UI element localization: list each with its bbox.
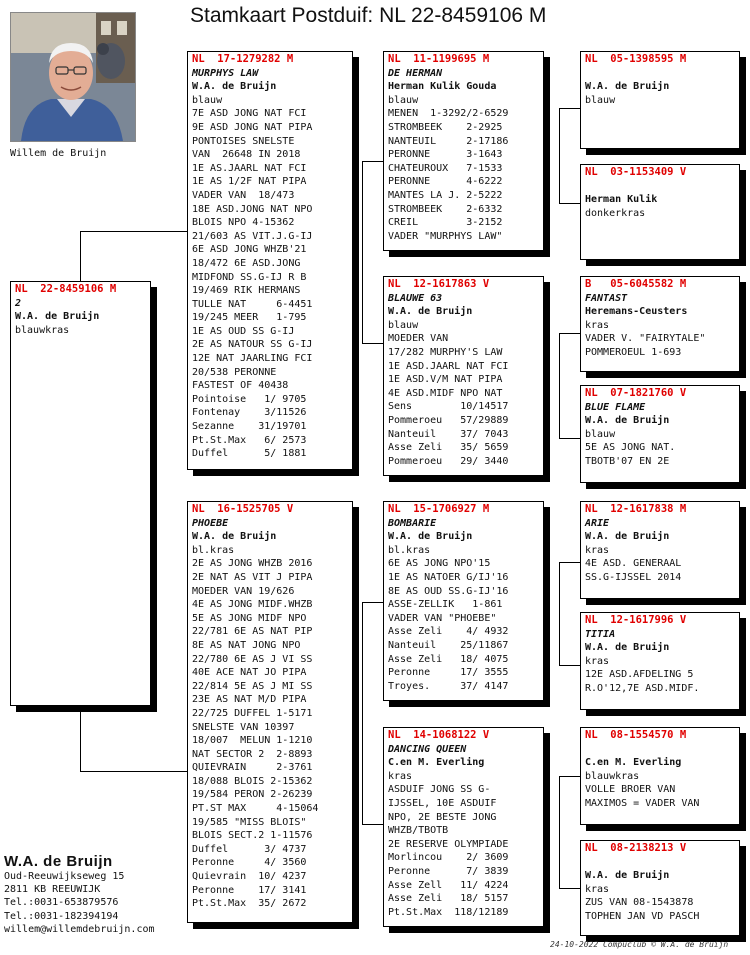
detail-line: PERONNE 3-1643 xyxy=(388,149,503,161)
detail-line: Troyes. 37/ 4147 xyxy=(388,680,509,692)
connector-line xyxy=(80,771,187,772)
pigeon-card-ff xyxy=(383,51,544,251)
connector-line xyxy=(559,776,560,888)
detail-line: 6E AS JONG NPO'15 xyxy=(388,558,491,570)
detail-line: Pointoise 1/ 9705 xyxy=(192,393,307,405)
detail-line: 4E AS JONG MIDF.WHZB xyxy=(192,599,313,611)
connector-line xyxy=(362,602,363,824)
ring-number: NL 11-1199695 M xyxy=(388,53,490,65)
detail-line: Asse Zeli 35/ 5659 xyxy=(388,442,509,454)
detail-line: QUIEVRAIN 2-3761 xyxy=(192,762,313,774)
ring-number: NL 12-1617996 V xyxy=(585,614,687,626)
detail-line: Sezanne 31/19701 xyxy=(192,421,307,433)
detail-line: 23E AS NAT M/D PIPA xyxy=(192,694,307,706)
detail-line: 22/725 DUFFEL 1-5171 xyxy=(192,707,313,719)
detail-line: 19/245 MEER 1-795 xyxy=(192,312,307,324)
detail-line: 21/603 AS VIT.J.G-IJ xyxy=(192,230,313,242)
pigeon-name: BLAUWE 63 xyxy=(388,292,443,304)
detail-line: 17/282 MURPHY'S LAW xyxy=(388,346,503,358)
footer-credit: 24-10-2022 Compuclub © W.A. de Bruijn xyxy=(550,940,729,949)
owner-name: W.A. de Bruijn xyxy=(585,642,670,654)
detail-line: Peronne 17/ 3555 xyxy=(388,667,509,679)
owner-name: W.A. de Bruijn xyxy=(192,531,277,543)
pigeon-card-mfm xyxy=(580,612,740,710)
detail-line: 1E AS.JAARL NAT FCI xyxy=(192,162,307,174)
owner-name: Heremans-Ceusters xyxy=(585,306,688,318)
detail-line: MOEDER VAN xyxy=(388,333,449,345)
detail-line: kras xyxy=(585,544,610,556)
detail-line: 18/472 6E ASD.JONG xyxy=(192,257,301,269)
detail-line: 19/584 PERON 2-26239 xyxy=(192,789,313,801)
ring-number: NL 12-1617838 M xyxy=(585,503,687,515)
pigeon-name: BLUE FLAME xyxy=(585,401,646,413)
detail-line: 2E AS NATOUR SS G-IJ xyxy=(192,339,313,351)
pigeon-name: DE HERMAN xyxy=(388,67,443,79)
detail-line: VADER VAN 18/473 xyxy=(192,189,295,201)
ring-number: NL 17-1279282 M xyxy=(192,53,294,65)
pigeon-name: MURPHYS LAW xyxy=(192,67,259,79)
detail-line: MANTES LA J. 2-5222 xyxy=(388,189,503,201)
detail-line: 18/007 MELUN 1-1210 xyxy=(192,735,313,747)
owner-name: W.A. de Bruijn xyxy=(585,81,670,93)
connector-line xyxy=(559,562,560,665)
detail-line: blauw xyxy=(388,319,419,331)
ring-number: NL 08-2138213 V xyxy=(585,842,687,854)
detail-line: 1E ASD.V/M NAT PIPA xyxy=(388,374,503,386)
pigeon-name: ARIE xyxy=(585,517,610,529)
ring-number: B 05-6045582 M xyxy=(585,278,687,290)
detail-line: CREIL 3-2152 xyxy=(388,217,503,229)
detail-line: kras xyxy=(585,883,610,895)
connector-line xyxy=(559,438,580,439)
detail-line: kras xyxy=(585,319,610,331)
pigeon-name: FANTAST xyxy=(585,292,628,304)
connector-line xyxy=(559,665,580,666)
pigeon-card-mf xyxy=(383,501,544,701)
breeder-info xyxy=(4,853,184,936)
detail-line: SNELSTE VAN 10397 xyxy=(192,721,295,733)
connector-line xyxy=(362,343,383,344)
ring-number: NL 14-1068122 V xyxy=(388,729,490,741)
connector-line xyxy=(80,231,187,232)
detail-line: VADER VAN "PHOEBE" xyxy=(388,612,497,624)
pigeon-name xyxy=(585,856,735,870)
detail-line: 40E ACE NAT JO PIPA xyxy=(192,667,307,679)
detail-line: TBOTB'07 EN 2E xyxy=(585,455,670,467)
detail-line: 9E ASD JONG NAT PIPA xyxy=(192,121,313,133)
detail-line: R.O'12,7E ASD.MIDF. xyxy=(585,682,700,694)
connector-line xyxy=(362,161,363,343)
connector-line xyxy=(362,602,383,603)
owner-name: W.A. de Bruijn xyxy=(388,531,473,543)
detail-line: BLOIS SECT.2 1-11576 xyxy=(192,830,313,842)
detail-line: Quievrain 10/ 4237 xyxy=(192,871,307,883)
connector-line xyxy=(559,333,560,438)
owner-name: W.A. de Bruijn xyxy=(585,415,670,427)
detail-line: Pt.St.Max 6/ 2573 xyxy=(192,434,307,446)
pigeon-name xyxy=(585,743,735,757)
detail-line: 6E ASD JONG WHZB'21 xyxy=(192,244,307,256)
ring-number: NL 15-1706927 M xyxy=(388,503,490,515)
detail-line: 22/780 6E AS J VI SS xyxy=(192,653,313,665)
detail-line: TOPHEN JAN VD PASCH xyxy=(585,910,700,922)
detail-line: PERONNE 4-6222 xyxy=(388,176,503,188)
detail-line: 12E ASD.AFDELING 5 xyxy=(585,669,694,681)
detail-line: Nanteuil 25/11867 xyxy=(388,639,509,651)
pigeon-name: 2 xyxy=(15,297,22,309)
detail-line: 5E AS JONG MIDF NPO xyxy=(192,612,307,624)
pigeon-name: BOMBARIE xyxy=(388,517,437,529)
pigeon-card-mmm xyxy=(580,840,740,936)
detail-line: STROMBEEK 2-6332 xyxy=(388,203,503,215)
owner-name: Herman Kulik xyxy=(585,194,658,206)
owner-name: W.A. de Bruijn xyxy=(388,306,473,318)
owner-name: W.A. de Bruijn xyxy=(192,81,277,93)
detail-line: 1E AS OUD SS G-IJ xyxy=(192,325,295,337)
detail-line: NPO, 2E BESTE JONG xyxy=(388,811,497,823)
detail-line: Asse Zell 11/ 4224 xyxy=(388,879,509,891)
detail-line: 1E AS 1/2F NAT PIPA xyxy=(192,176,307,188)
detail-line: 2E AS JONG WHZB 2016 xyxy=(192,558,313,570)
detail-line: blauwkras xyxy=(15,324,70,336)
breeder-email[interactable]: willem@willemdebruijn.com xyxy=(4,923,155,935)
connector-line xyxy=(80,706,81,771)
breeder-phone: Tel.:0031-653879576 xyxy=(4,897,119,909)
detail-line: FASTEST OF 40438 xyxy=(192,380,289,392)
ring-number: NL 05-1398595 M xyxy=(585,53,687,65)
pigeon-name: PHOEBE xyxy=(192,517,229,529)
detail-line: STROMBEEK 2-2925 xyxy=(388,121,503,133)
portrait-image xyxy=(11,13,135,141)
owner-name: C.en M. Everling xyxy=(388,757,485,769)
detail-line: blauw xyxy=(388,94,419,106)
breeder-name: W.A. de Bruijn xyxy=(4,853,113,870)
detail-line: 22/814 5E AS J MI SS xyxy=(192,680,313,692)
ring-number: NL 12-1617863 V xyxy=(388,278,490,290)
pigeon-card-mmf xyxy=(580,727,740,825)
page-title: Stamkaart Postduif: NL 22-8459106 M xyxy=(190,4,547,27)
detail-line: Morlincou 2/ 3609 xyxy=(388,852,509,864)
ring-number: NL 07-1821760 V xyxy=(585,387,687,399)
detail-line: 18E ASD.JONG NAT NPO xyxy=(192,203,313,215)
detail-line: Fontenay 3/11526 xyxy=(192,407,307,419)
pigeon-name: DANCING QUEEN xyxy=(388,743,467,755)
pigeon-card-fmm xyxy=(580,385,740,483)
detail-line: MIDFOND SS.G-IJ R B xyxy=(192,271,307,283)
detail-line: IJSSEL, 10E ASDUIF xyxy=(388,797,497,809)
detail-line: 19/469 RIK HERMANS xyxy=(192,285,301,297)
detail-line: ZUS VAN 08-1543878 xyxy=(585,897,694,909)
pigeon-card-mff xyxy=(580,501,740,599)
detail-line: 18/088 BLOIS 2-15362 xyxy=(192,775,313,787)
pigeon-card-mother xyxy=(187,501,353,923)
detail-line: ASSE-ZELLIK 1-861 xyxy=(388,599,503,611)
detail-line: Peronne 4/ 3560 xyxy=(192,857,307,869)
breeder-city: 2811 KB REEUWIJK xyxy=(4,884,101,896)
detail-line: ASDUIF JONG SS G- xyxy=(388,784,491,796)
detail-line: WHZB/TBOTB xyxy=(388,825,449,837)
connector-line xyxy=(80,231,81,281)
detail-line: NAT SECTOR 2 2-8893 xyxy=(192,748,313,760)
pigeon-card-fff xyxy=(580,51,740,149)
connector-line xyxy=(559,108,560,203)
connector-line xyxy=(559,888,580,889)
pigeon-card-mm xyxy=(383,727,544,927)
detail-line: 2E RESERVE OLYMPIADE xyxy=(388,838,509,850)
detail-line: BLOIS NPO 4-15362 xyxy=(192,217,295,229)
detail-line: 19/585 "MISS BLOIS" xyxy=(192,816,307,828)
detail-line: SS.G-IJSSEL 2014 xyxy=(585,571,682,583)
detail-line: 8E AS NAT JONG NPO xyxy=(192,639,301,651)
detail-line: 8E AS OUD SS.G-IJ'16 xyxy=(388,585,509,597)
connector-line xyxy=(559,108,580,109)
detail-line: PONTOISES SNELSTE xyxy=(192,135,295,147)
detail-line: Pt.St.Max 118/12189 xyxy=(388,906,509,918)
connector-line xyxy=(559,562,580,563)
detail-line: 7E ASD JONG NAT FCI xyxy=(192,108,307,120)
detail-line: Duffel 3/ 4737 xyxy=(192,843,307,855)
detail-line: blauwkras xyxy=(585,770,640,782)
detail-line: 12E NAT JAARLING FCI xyxy=(192,353,313,365)
pigeon-card-fmf xyxy=(580,276,740,372)
detail-line: Peronne 7/ 3839 xyxy=(388,865,509,877)
breeder-photo xyxy=(10,12,136,142)
breeder-address: Oud-Reeuwijkseweg 15 xyxy=(4,871,125,882)
detail-line: blauw xyxy=(192,94,223,106)
owner-name: W.A. de Bruijn xyxy=(15,311,100,323)
detail-line: Duffel 5/ 1881 xyxy=(192,448,307,460)
detail-line: bl.kras xyxy=(192,544,235,556)
detail-line: Peronne 17/ 3141 xyxy=(192,884,307,896)
breeder-phone: Tel.:0031-182394194 xyxy=(4,910,119,922)
detail-line: VAN 26648 IN 2018 xyxy=(192,149,301,161)
detail-line: bl.kras xyxy=(388,544,431,556)
ring-number: NL 08-1554570 M xyxy=(585,729,687,741)
detail-line: VADER "MURPHYS LAW" xyxy=(388,230,503,242)
owner-name: C.en M. Everling xyxy=(585,757,682,769)
detail-line: 1E ASD.JAARL NAT FCI xyxy=(388,360,509,372)
detail-line: blauw xyxy=(585,94,616,106)
detail-line: Asse Zeli 4/ 4932 xyxy=(388,626,509,638)
detail-line: Pt.St.Max 35/ 2672 xyxy=(192,898,307,910)
owner-name: Herman Kulik Gouda xyxy=(388,81,497,93)
owner-name: W.A. de Bruijn xyxy=(585,870,670,882)
connector-line xyxy=(362,161,383,162)
detail-line: NANTEUIL 2-17186 xyxy=(388,135,509,147)
detail-line: PT.ST MAX 4-15064 xyxy=(192,803,319,815)
connector-line xyxy=(559,776,580,777)
detail-line: Sens 10/14517 xyxy=(388,401,509,413)
connector-line xyxy=(362,824,383,825)
detail-line: 1E AS NATOER G/IJ'16 xyxy=(388,571,509,583)
connector-line xyxy=(559,333,580,334)
detail-line: MAXIMOS = VADER VAN xyxy=(585,797,700,809)
detail-line: 4E ASD. GENERAAL xyxy=(585,558,682,570)
detail-line: Pommeroeu 29/ 3440 xyxy=(388,455,509,467)
detail-line: TULLE NAT 6-4451 xyxy=(192,298,313,310)
detail-line: MENEN 1-3292/2-6529 xyxy=(388,108,509,120)
pigeon-name xyxy=(585,180,735,194)
detail-line: 20/538 PERONNE xyxy=(192,366,277,378)
owner-name: W.A. de Bruijn xyxy=(585,531,670,543)
pigeon-name: TITIA xyxy=(585,628,616,640)
pigeon-card-ffm xyxy=(580,164,740,260)
detail-line: 4E ASD.MIDF NPO NAT xyxy=(388,387,503,399)
pigeon-card-father xyxy=(187,51,353,470)
pigeon-card-fm xyxy=(383,276,544,476)
detail-line: donkerkras xyxy=(585,207,646,219)
ring-number: NL 03-1153409 V xyxy=(585,166,687,178)
detail-line: blauw xyxy=(585,428,616,440)
photo-caption: Willem de Bruijn xyxy=(10,148,107,159)
detail-line: VADER V. "FAIRYTALE" xyxy=(585,333,706,345)
connector-line xyxy=(559,203,580,204)
pigeon-card-subject xyxy=(10,281,151,706)
detail-line: VOLLE BROER VAN xyxy=(585,784,676,796)
detail-line: Asse Zeli 18/ 4075 xyxy=(388,653,509,665)
detail-line: Nanteuil 37/ 7043 xyxy=(388,428,509,440)
detail-line: 2E NAT AS VIT J PIPA xyxy=(192,571,313,583)
detail-line: Asse Zeli 18/ 5157 xyxy=(388,893,509,905)
detail-line: MOEDER VAN 19/626 xyxy=(192,585,295,597)
detail-line: 22/781 6E AS NAT PIP xyxy=(192,626,313,638)
detail-line: Pommeroeu 57/29889 xyxy=(388,414,509,426)
detail-line: kras xyxy=(388,770,413,782)
detail-line: kras xyxy=(585,655,610,667)
detail-line: 5E AS JONG NAT. xyxy=(585,442,676,454)
ring-number: NL 16-1525705 V xyxy=(192,503,294,515)
pigeon-name xyxy=(585,67,735,81)
ring-number: NL 22-8459106 M xyxy=(15,283,117,295)
detail-line: CHATEUROUX 7-1533 xyxy=(388,162,503,174)
detail-line: POMMEROEUL 1-693 xyxy=(585,346,682,358)
